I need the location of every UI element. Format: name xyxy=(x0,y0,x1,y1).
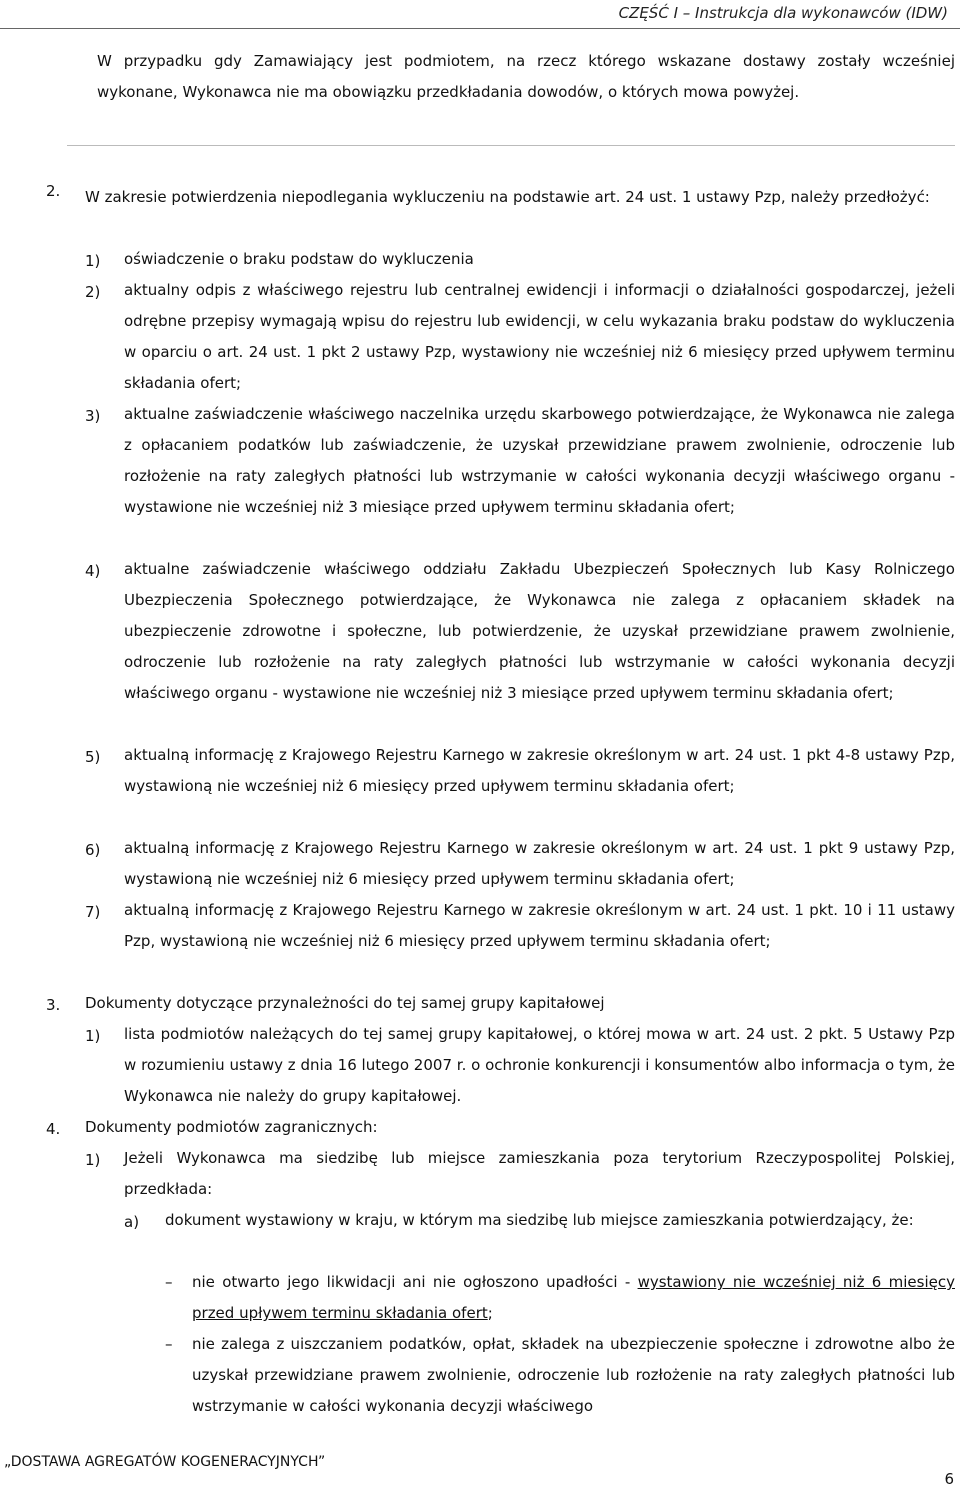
list-item-number: 1) xyxy=(85,1027,101,1045)
section-number: 3. xyxy=(46,996,61,1014)
section-4-title: Dokumenty podmiotów zagranicznych: xyxy=(85,1118,378,1136)
sub-item: dokument wystawiony w kraju, w którym ma siedzibę lub miejsce zamieszkania potwierdzający, że: xyxy=(165,1211,914,1229)
intro-paragraph: W przypadku gdy Zamawiający jest podmiotem, na rzecz którego wskazane dostawy zostały wcześniej wykonane, Wykonawca nie ma obowiązku przedkładania dowodów, o których mowa powyżej. xyxy=(97,52,955,101)
list-item-number: 4) xyxy=(85,562,101,580)
list-item: lista podmiotów należących do tej samej grupy kapitałowej, o której mowa w art. 24 ust. 2 pkt. 5 Ustawy Pzp w rozumieniu ustawy z dnia 16 lutego 2007 r. o ochronie konkurencji i konsumentów albo informacja o tym, że Wykonawca nie należy do grupy kapitałowej. xyxy=(124,1025,955,1105)
list-item: oświadczenie o braku podstaw do wykluczenia xyxy=(124,250,474,268)
section-2-text: W zakresie potwierdzenia niepodlegania wykluczeniu na podstawie art. 24 ust. 1 ustawy Pzp, należy przedłożyć: xyxy=(85,188,930,206)
list-item-number: 7) xyxy=(85,903,101,921)
sub-item-letter: a) xyxy=(124,1213,140,1231)
bullet-item: nie otwarto jego likwidacji ani nie ogłoszono upadłości - wystawiony nie wcześniej niż 6 miesięcy przed upływem terminu składania ofert; xyxy=(192,1273,955,1322)
list-item: aktualną informację z Krajowego Rejestru Karnego w zakresie określonym w art. 24 ust. 1 pkt 4-8 ustawy Pzp, wystawioną nie wcześniej niż 6 miesięcy przed upływem terminu składania ofert; xyxy=(124,746,955,795)
running-header: CZĘŚĆ I – Instrukcja dla wykonawców (IDW) xyxy=(618,4,948,22)
header-rule xyxy=(0,28,960,29)
list-item-number: 2) xyxy=(85,283,101,301)
list-item: aktualny odpis z właściwego rejestru lub centralnej ewidencji i informacji o działalności gospodarczej, jeżeli odrębne przepisy wymagają wpisu do rejestru lub ewidencji, w celu wykazania braku podstaw do wykluczenia w oparciu o art. 24 ust. 1 pkt 2 ustawy Pzp, wystawiony nie wcześniej niż 6 miesięcy przed upływem terminu składania ofert; xyxy=(124,281,955,392)
list-item: aktualne zaświadczenie właściwego oddziału Zakładu Ubezpieczeń Społecznych lub Kasy Rolniczego Ubezpieczenia Społecznego potwierdzające, że Wykonawca nie zalega z opłacaniem składek na ubezpieczenie zdrowotne i społeczne, lub potwierdzenie, że uzyskał przewidziane prawem zwolnienie, odroczenie lub rozłożenie na raty zaległych płatności lub wstrzymanie w całości wykonania decyzji właściwego organu - wystawione nie wcześniej niż 3 miesiące przed upływem terminu składania ofert; xyxy=(124,560,955,702)
underlined-text: wystawiony nie wcześniej niż 6 miesięcy przed upływem terminu składania ofert xyxy=(192,1273,955,1322)
list-item-number: 1) xyxy=(85,252,101,270)
list-item-number: 3) xyxy=(85,407,101,425)
list-item-number: 5) xyxy=(85,748,101,766)
separator-rule xyxy=(67,145,955,146)
section-number: 2. xyxy=(46,182,61,200)
bullet-item: nie zalega z uiszczaniem podatków, opłat, składek na ubezpieczenie społeczne i zdrowotne albo że uzyskał przewidziane prawem zwolnienie, odroczenie lub rozłożenie na raty zaległych płatności lub wstrzymanie w całości wykonania decyzji właściwego xyxy=(192,1335,955,1415)
section-3-title: Dokumenty dotyczące przynależności do tej samej grupy kapitałowej xyxy=(85,994,605,1012)
list-item: Jeżeli Wykonawca ma siedzibę lub miejsce zamieszkania poza terytorium Rzeczypospolitej Polskiej, przedkłada: xyxy=(124,1149,955,1198)
dash-bullet-icon: – xyxy=(165,1335,173,1353)
footer-title: „DOSTAWA AGREGATÓW KOGENERACYJNYCH” xyxy=(4,1454,326,1470)
list-item-number: 6) xyxy=(85,841,101,859)
list-item: aktualną informację z Krajowego Rejestru Karnego w zakresie określonym w art. 24 ust. 1 pkt. 10 i 11 ustawy Pzp, wystawioną nie wcześniej niż 6 miesięcy przed upływem terminu składania ofert; xyxy=(124,901,955,950)
list-item-number: 1) xyxy=(85,1151,101,1169)
dash-bullet-icon: – xyxy=(165,1273,173,1291)
list-item: aktualną informację z Krajowego Rejestru Karnego w zakresie określonym w art. 24 ust. 1 pkt 9 ustawy Pzp, wystawioną nie wcześniej niż 6 miesięcy przed upływem terminu składania ofert; xyxy=(124,839,955,888)
page-number: 6 xyxy=(944,1470,954,1488)
list-item: aktualne zaświadczenie właściwego naczelnika urzędu skarbowego potwierdzające, że Wykonawca nie zalega z opłacaniem podatków lub zaświadczenie, że uzyskał przewidziane prawem zwolnienie, odroczenie lub rozłożenie na raty zaległych płatności lub wstrzymanie w całości wykonania decyzji właściwego organu - wystawione nie wcześniej niż 3 miesiące przed upływem terminu składania ofert; xyxy=(124,405,955,516)
section-number: 4. xyxy=(46,1120,61,1138)
